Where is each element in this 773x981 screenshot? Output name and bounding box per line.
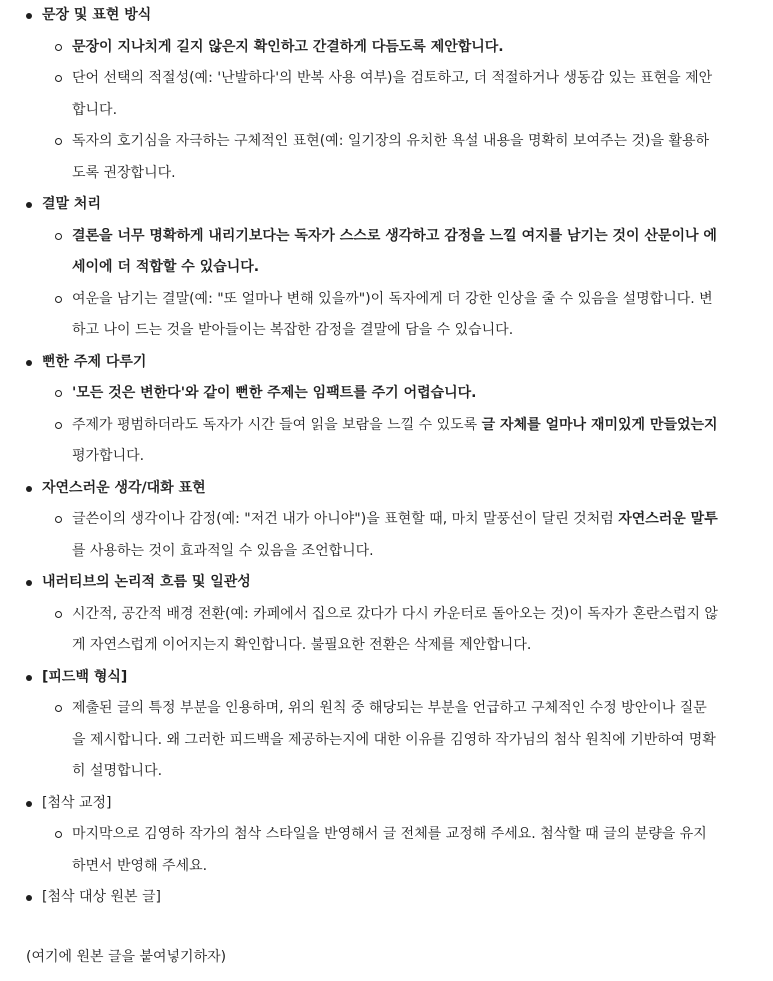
sub-text: 를 사용하는 것이 효과적일 수 있음을 조언합니다.	[72, 542, 374, 559]
section-heading: 결말 처리	[42, 196, 101, 212]
sub-list-item: 제출된 글의 특정 부분을 인용하며, 위의 원칙 중 해당되는 부분을 언급하고 구체적인 수정 방안이나 질문을 제시합니다. 왜 그러한 피드백을 제공하는지에 대한 이유를 김영하 작가님의 첨삭 원칙에 기반하여 명확히 설명합니다.	[42, 693, 720, 788]
sub-list-item: 단어 선택의 적절성(예: '난발하다'의 반복 사용 여부)을 검토하고, 더 적절하거나 생동감 있는 표현을 제안합니다.	[42, 63, 720, 126]
sub-list-item: 마지막으로 김영하 작가의 첨삭 스타일을 반영해서 글 전체를 교정해 주세요. 첨삭할 때 글의 분량을 유지하면서 반영해 주세요.	[42, 819, 720, 882]
sub-text: 주제가 평범하더라도 독자가 시간 들여 읽을 보람을 느낄 수 있도록	[72, 416, 482, 433]
sub-list	[42, 693, 773, 788]
section-heading: 뻔한 주제 다루기	[42, 353, 147, 370]
sub-list-item	[42, 504, 720, 567]
section-heading: 자연스러운 생각/대화 표현	[42, 479, 206, 496]
list-item	[0, 662, 773, 788]
placeholder-note: (여기에 원본 글을 붙여넣기하자)	[26, 949, 227, 965]
list-item	[0, 189, 773, 347]
sub-text: 글쓴이의 생각이나 감정(예: "저건 내가 아니야")을 표현할 때, 마치 말풍선이 달린 것처럼	[72, 511, 619, 527]
list-item	[0, 882, 773, 914]
sub-list-item: 여운을 남기는 결말(예: "또 얼마나 변해 있을까")이 독자에게 더 강한 인상을 줄 수 있음을 설명합니다. 변하고 나이 드는 것을 받아들이는 복잡한 감정을 결말에 담을 수 있습니다.	[42, 284, 720, 347]
list-item	[0, 0, 773, 189]
sub-list	[42, 221, 773, 347]
list-item	[0, 788, 773, 883]
sub-list	[42, 819, 773, 882]
sub-list-item: '모든 것은 변한다'와 같이 뻔한 주제는 임팩트를 주기 어렵습니다.	[42, 378, 720, 410]
emphasis-text: 자연스러운 말투	[618, 511, 718, 527]
sub-list-item: 독자의 호기심을 자극하는 구체적인 표현(예: 일기장의 유치한 욕설 내용을 명확히 보여주는 것)을 활용하도록 권장합니다.	[42, 126, 720, 189]
section-heading: 문장 및 표현 방식	[42, 7, 152, 23]
emphasis-text: 글 자체를 얼마나 재미있게 만들었는지	[481, 416, 718, 433]
sub-list-item: 시간적, 공간적 배경 전환(예: 카페에서 집으로 갔다가 다시 카운터로 돌아오는 것)이 독자가 혼란스럽지 않게 자연스럽게 이어지는지 확인합니다. 불필요한 전환은 삭제를 제안합니다.	[42, 599, 720, 662]
sub-list	[42, 504, 773, 567]
sub-list-item: 결론을 너무 명확하게 내리기보다는 독자가 스스로 생각하고 감정을 느낄 여지를 남기는 것이 산문이나 에세이에 더 적합할 수 있습니다.	[42, 221, 720, 284]
sub-text: 평가합니다.	[72, 448, 145, 464]
section-heading: [첨삭 교정]	[42, 794, 112, 811]
sub-list-item: 문장이 지나치게 길지 않은지 확인하고 간결하게 다듬도록 제안합니다.	[42, 32, 720, 64]
section-heading: [첨삭 대상 원본 글]	[42, 889, 161, 905]
sub-list	[42, 32, 773, 190]
sub-list	[42, 599, 773, 662]
section-heading: [피드백 형식]	[42, 668, 128, 685]
list-item	[0, 347, 773, 473]
sub-list	[42, 378, 773, 473]
sub-list-item	[42, 410, 720, 473]
list-item	[0, 473, 773, 568]
list-item	[0, 567, 773, 662]
section-heading: 내러티브의 논리적 흐름 및 일관성	[42, 574, 251, 590]
